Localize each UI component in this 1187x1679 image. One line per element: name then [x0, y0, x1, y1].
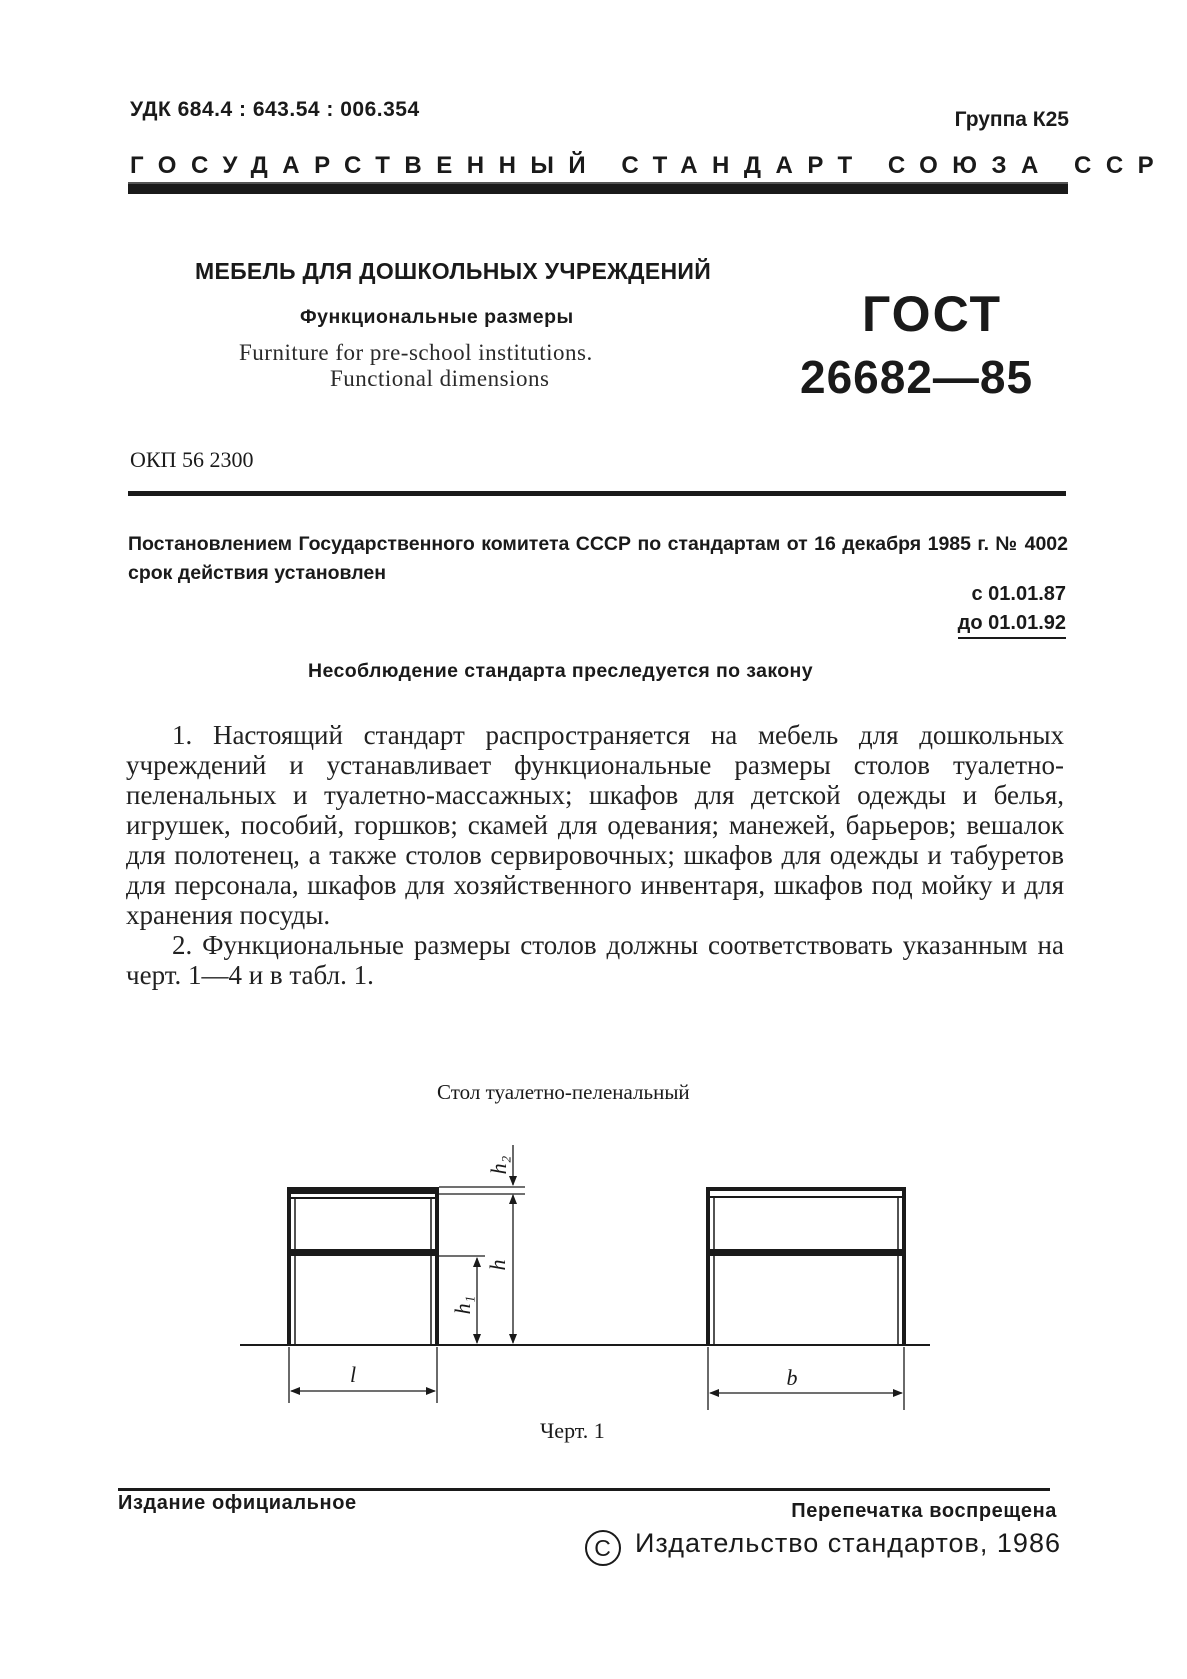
- table-drawing: [230, 1125, 950, 1415]
- label-h: h: [485, 1259, 510, 1271]
- edition-note: Издание официальное: [118, 1492, 357, 1514]
- figure-caption: Черт. 1: [540, 1418, 605, 1443]
- table-front-view: [287, 1187, 439, 1344]
- label-b: b: [786, 1365, 798, 1390]
- body-text: [126, 720, 1064, 990]
- width-dimension: [708, 1347, 904, 1410]
- decree-text: Постановлением Государственного комитета СССР по стандартам от 16 декабря 1985 г. № 4002 срок действия установлен: [128, 533, 1068, 584]
- copyright-icon: C: [585, 1530, 621, 1566]
- publisher-line: [585, 1528, 1061, 1566]
- label-l: l: [349, 1362, 357, 1387]
- effective-date-to: до 01.01.92: [958, 612, 1066, 639]
- gost-number: 26682—85: [800, 351, 1034, 403]
- top-rule: [128, 184, 1068, 194]
- publisher-name: Издательство стандартов, 1986: [635, 1528, 1061, 1558]
- effective-date-from: с 01.01.87: [971, 583, 1066, 605]
- subtitle-russian: Функциональные размеры: [300, 306, 574, 328]
- paragraph-2: 2. Функциональные размеры столов должны соответствовать указанным на черт. 1—4 и в табл. 1.: [126, 930, 1064, 990]
- title-english-line1: Furniture for pre-school institutions.: [239, 340, 593, 365]
- label-h1: h₁: [450, 1295, 475, 1315]
- middle-rule: [128, 491, 1066, 496]
- reprint-note: Перепечатка воспрещена: [791, 1500, 1057, 1522]
- label-h2: h₂: [486, 1155, 511, 1175]
- udk-code: УДК 684.4 : 643.54 : 006.354: [130, 98, 420, 121]
- legal-warning: Несоблюдение стандарта преследуется по закону: [308, 660, 813, 682]
- title-english-line2: Functional dimensions: [330, 366, 550, 391]
- table-side-view: [706, 1187, 906, 1344]
- group-code: Группа К25: [954, 108, 1069, 131]
- paragraph-1: 1. Настоящий стандарт распространяется на мебель для дошкольных учреждений и устанавливает функциональные размеры столов туалетно-пеленальных и туалетно-массажных; шкафов для детской одежды и белья, игрушек, пособий, горшков; скамей для одевания; манежей, барьеров; вешалок для полотенец, а также столов сервировочных; шкафов для одежды и табуретов для персонала, шкафов для хозяйственного инвентаря, шкафов под мойку и для хранения посуды.: [126, 720, 1064, 930]
- figure-title: Стол туалетно-пеленальный: [437, 1080, 690, 1104]
- state-standard-banner: ГОСУДАРСТВЕННЫЙ СТАНДАРТ СОЮЗА ССР: [130, 152, 1169, 179]
- okp-code: ОКП 56 2300: [130, 447, 254, 472]
- length-dimension: [289, 1347, 437, 1403]
- gost-label: ГОСТ: [862, 286, 1002, 342]
- title-russian: МЕБЕЛЬ ДЛЯ ДОШКОЛЬНЫХ УЧРЕЖДЕНИЙ: [195, 258, 712, 284]
- bottom-rule: [118, 1488, 1050, 1491]
